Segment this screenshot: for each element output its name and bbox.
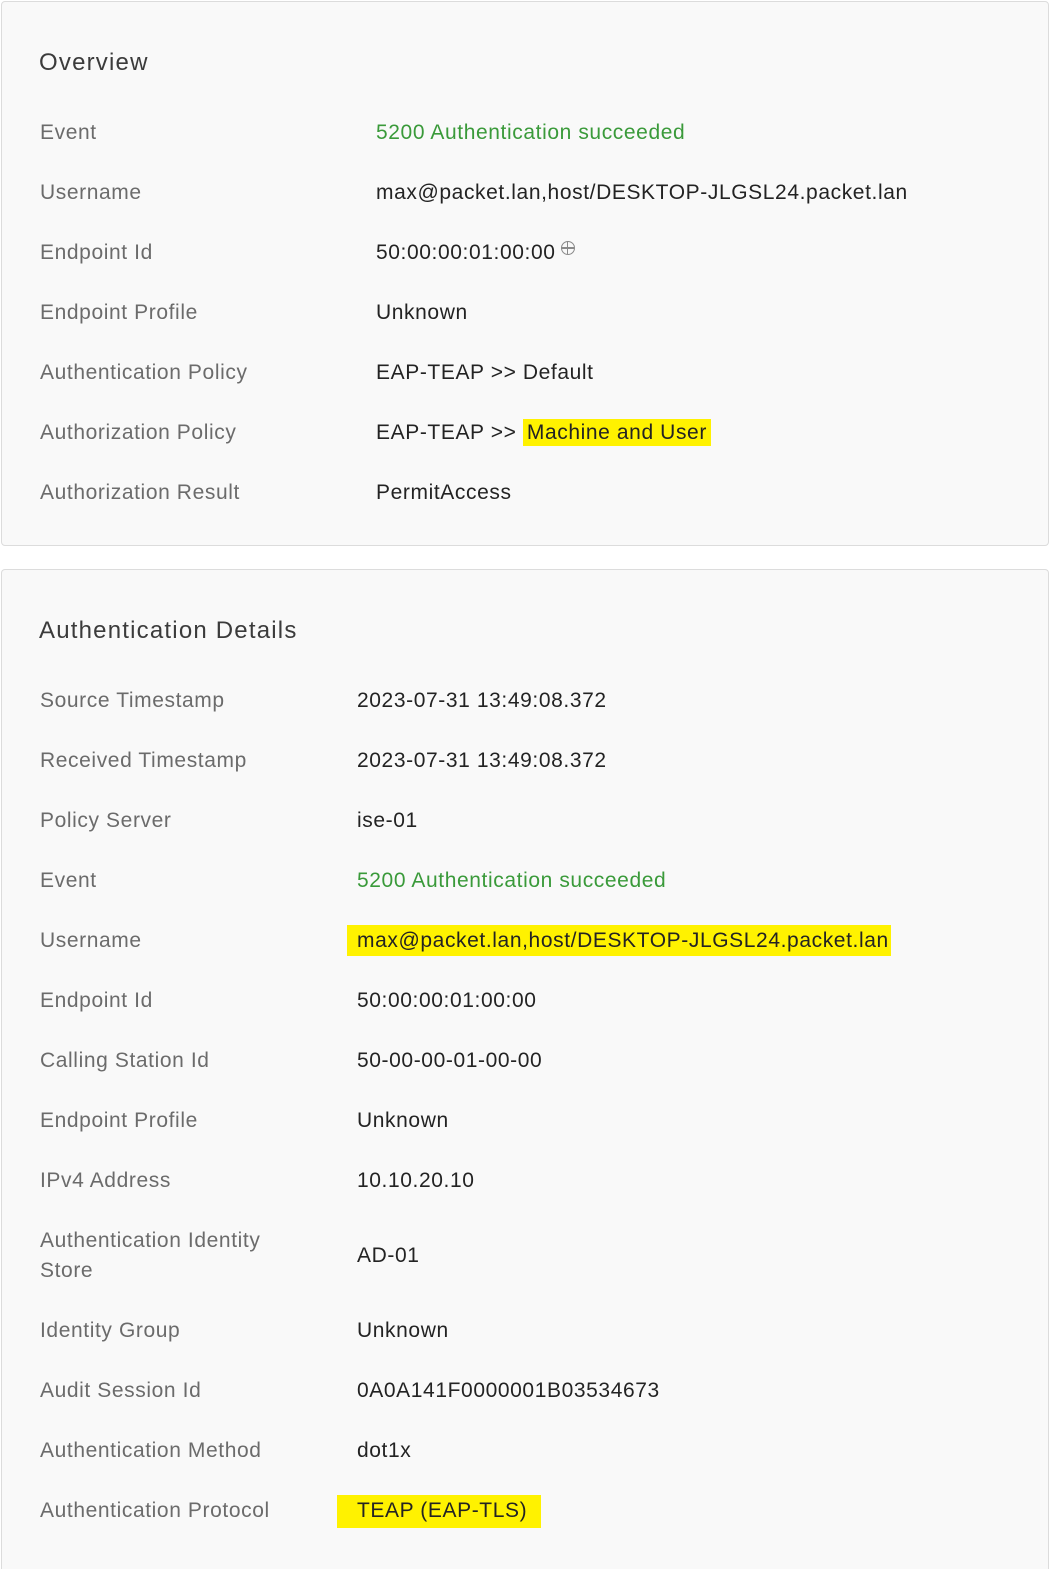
details-row-source-timestamp — [40, 686, 1048, 746]
details-row-endpoint-id — [40, 986, 1048, 1046]
overview-row-username — [40, 178, 1048, 238]
details-row-authentication-identity-store — [40, 1226, 1048, 1316]
details-row-username — [40, 926, 1048, 986]
row-label: Authorization Policy — [40, 421, 237, 444]
endpoint-id-value: 50:00:00:01:00:00 — [376, 241, 556, 264]
row-label: Calling Station Id — [40, 1049, 210, 1072]
details-row-calling-station-id — [40, 1046, 1048, 1106]
authentication-protocol-highlight: TEAP (EAP-TLS) — [337, 1495, 541, 1528]
authentication-details-title: Authentication Details — [39, 617, 298, 644]
details-row-policy-server — [40, 806, 1048, 866]
row-label: Username — [40, 929, 142, 952]
event-value: 5200 Authentication succeeded — [357, 869, 667, 892]
authentication-method-value: dot1x — [357, 1439, 412, 1462]
row-label: Policy Server — [40, 809, 172, 832]
overview-panel — [1, 1, 1049, 546]
event-value: 5200 Authentication succeeded — [376, 121, 686, 144]
row-label: Endpoint Id — [40, 989, 153, 1012]
source-timestamp-value: 2023-07-31 13:49:08.372 — [357, 689, 607, 712]
row-label: Authentication Policy — [40, 361, 248, 384]
details-row-authentication-protocol — [40, 1496, 1048, 1556]
authorization-result-value: PermitAccess — [376, 481, 512, 504]
authentication-details-panel — [1, 569, 1049, 1569]
row-label: Source Timestamp — [40, 689, 225, 712]
overview-row-event — [40, 118, 1048, 178]
identity-group-value: Unknown — [357, 1319, 449, 1342]
authentication-protocol-value — [357, 1496, 541, 1526]
crosshair-icon[interactable] — [561, 241, 575, 255]
row-label: Endpoint Profile — [40, 1109, 198, 1132]
row-label: Authentication Identity Store — [40, 1229, 261, 1282]
authorization-policy-prefix: EAP-TEAP >> — [376, 421, 517, 444]
overview-row-authorization-policy — [40, 418, 1048, 478]
row-label: Username — [40, 181, 142, 204]
endpoint-profile-value: Unknown — [357, 1109, 449, 1132]
authorization-policy-highlight: Machine and User — [523, 419, 711, 446]
row-label: Endpoint Id — [40, 241, 153, 264]
received-timestamp-value: 2023-07-31 13:49:08.372 — [357, 749, 607, 772]
row-label: Endpoint Profile — [40, 301, 198, 324]
row-label: Event — [40, 869, 97, 892]
username-value: max@packet.lan,host/DESKTOP-JLGSL24.packet.lan — [376, 181, 908, 204]
row-label: Audit Session Id — [40, 1379, 202, 1402]
endpoint-id-value-wrap — [376, 238, 575, 268]
overview-row-authentication-policy — [40, 358, 1048, 418]
authentication-policy-value: EAP-TEAP >> Default — [376, 361, 594, 384]
overview-row-endpoint-profile — [40, 298, 1048, 358]
endpoint-id-value: 50:00:00:01:00:00 — [357, 989, 537, 1012]
details-row-ipv4-address — [40, 1166, 1048, 1226]
row-label: Authentication Method — [40, 1439, 262, 1462]
details-row-audit-session-id — [40, 1376, 1048, 1436]
row-label: Authorization Result — [40, 481, 240, 504]
details-row-endpoint-profile — [40, 1106, 1048, 1166]
details-row-identity-group — [40, 1316, 1048, 1376]
details-row-event — [40, 866, 1048, 926]
row-label: Received Timestamp — [40, 749, 247, 772]
details-row-received-timestamp — [40, 746, 1048, 806]
identity-store-value: AD-01 — [357, 1244, 420, 1267]
audit-session-id-value: 0A0A141F0000001B03534673 — [357, 1379, 660, 1402]
overview-row-endpoint-id — [40, 238, 1048, 298]
policy-server-value: ise-01 — [357, 809, 418, 832]
overview-title: Overview — [39, 49, 149, 76]
overview-row-authorization-result — [40, 478, 1048, 538]
row-label: Event — [40, 121, 97, 144]
calling-station-id-value: 50-00-00-01-00-00 — [357, 1049, 543, 1072]
authorization-policy-value — [376, 418, 711, 448]
row-label: IPv4 Address — [40, 1169, 171, 1192]
row-label: Authentication Protocol — [40, 1499, 270, 1522]
ipv4-address-value: 10.10.20.10 — [357, 1169, 475, 1192]
details-row-authentication-method — [40, 1436, 1048, 1496]
row-label: Identity Group — [40, 1319, 181, 1342]
username-value — [357, 926, 891, 956]
username-highlight: max@packet.lan,host/DESKTOP-JLGSL24.packet.lan — [347, 925, 891, 956]
endpoint-profile-value: Unknown — [376, 301, 468, 324]
